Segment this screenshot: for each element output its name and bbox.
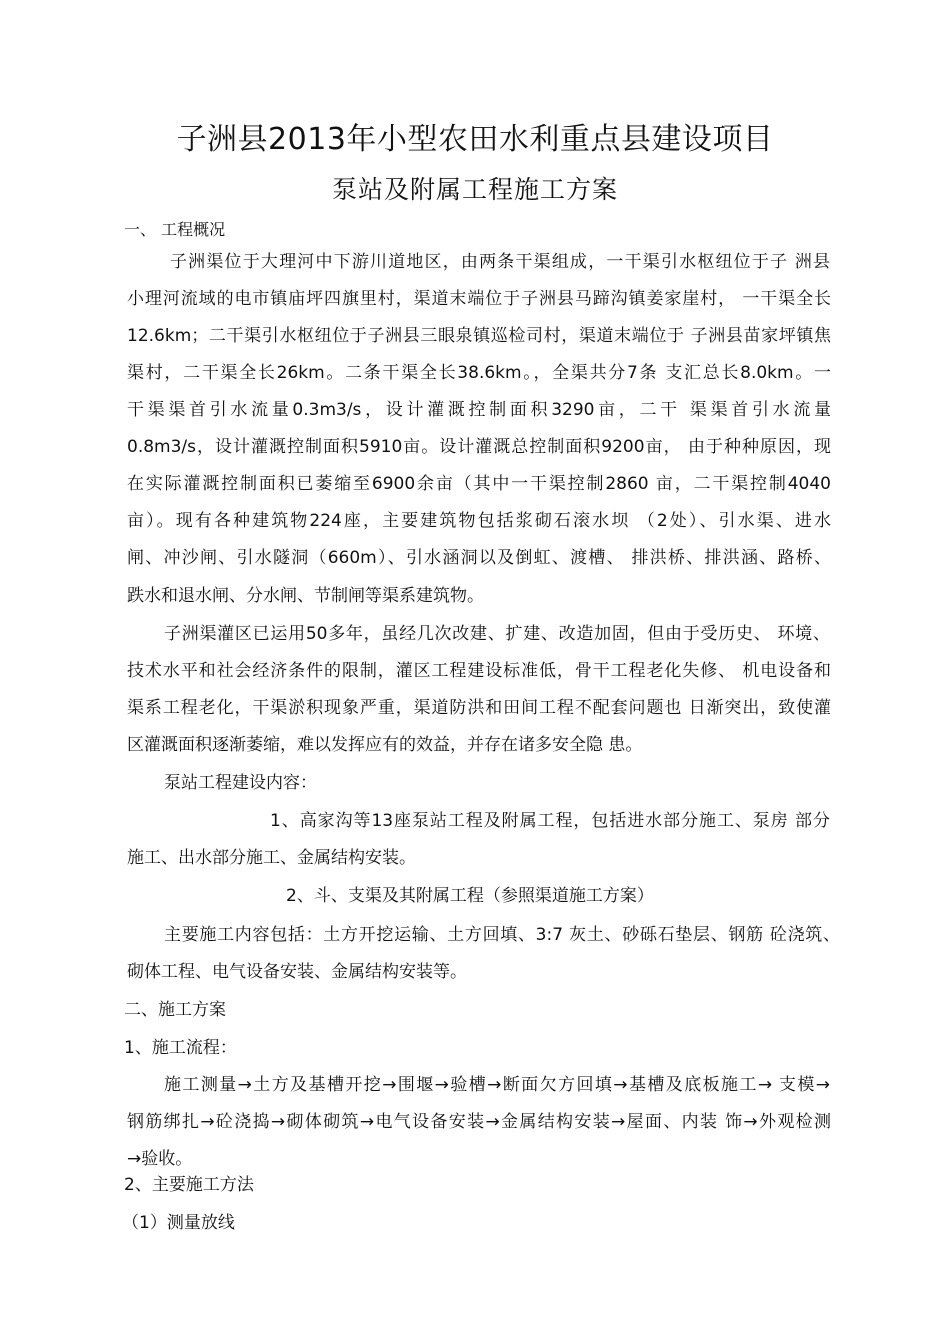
paragraph-line: 小理河流域的电市镇庙坪四旗里村，渠道末端位于子洲县马蹄沟镇姜家崖村， 一干渠全长 [127,289,831,309]
paragraph-line: 主要施工内容包括：土方开挖运输、土方回填、3:7 灰土、砂砾石垫层、钢筋 砼浇筑、 [164,925,840,945]
paragraph-line: →验收。 [127,1149,193,1169]
paragraph-line: 泵站工程建设内容： [164,773,317,793]
list-item: 施工、出水部分施工、金属结构安装。 [127,848,416,868]
paragraph-line: 渠村，二干渠全长26km。二条干渠全长38.6km。，全渠共分7条 支汇总长8.0km。一 [127,363,831,383]
document-title: 子洲县2013年小型农田水利重点县建设项目 [176,122,774,157]
paragraph-line: 在实际灌溉控制面积已萎缩至6900余亩（其中一干渠控制2860 亩，二干渠控制4040 [127,474,831,494]
paragraph-line: 区灌溉面积逐渐萎缩，难以发挥应有的效益，并存在诸多安全隐 患。 [127,735,643,755]
paragraph-line: 施工测量→土方及基槽开挖→围堰→验槽→断面欠方回填→基槽及底板施工→ 支模→ [164,1075,830,1095]
section-heading-1: 一、 工程概况 [124,220,226,239]
paragraph-line: 0.8m3/s，设计灌溉控制面积5910亩。设计灌溉总控制面积9200亩， 由于种种原因，现 [127,437,831,457]
subsection-heading: 2、主要施工方法 [124,1175,254,1195]
paragraph-line: 干渠渠首引水流量0.3m3/s，设计灌溉控制面积3290亩，二干 渠渠首引水流量 [127,400,831,420]
paragraph-line: 子洲渠灌区已运用50多年，虽经几次改建、扩建、改造加固，但由于受历史、 环境、 [164,624,830,644]
subsection-heading: 1、施工流程： [124,1038,237,1058]
paragraph-line: 钢筋绑扎→砼浇捣→砌体砌筑→电气设备安装→金属结构安装→屋面、内装 饰→外观检测 [127,1112,831,1132]
paragraph-line: 技术水平和社会经济条件的限制，灌区工程建设标准低，骨干工程老化失修、 机电设备和 [127,661,831,681]
list-item: 1、高家沟等13座泵站工程及附属工程，包括进水部分施工、泵房 部分 [270,811,830,831]
section-heading-2: 二、施工方案 [124,1000,226,1020]
paragraph-line: 12.6km；二干渠引水枢纽位于子洲县三眼泉镇巡检司村，渠道末端位于 子洲县苗家坪镇焦 [127,326,831,346]
document-subtitle: 泵站及附属工程施工方案 [331,175,618,204]
paragraph-line: 渠系工程老化，干渠淤积现象严重，渠道防洪和田间工程不配套问题也 日渐突出，致使灌 [127,698,831,718]
subsection-heading: （1）测量放线 [122,1213,235,1233]
paragraph-line: 子洲渠位于大理河中下游川道地区，由两条干渠组成，一干渠引水枢纽位于子 洲县 [170,252,830,272]
paragraph-line: 亩）。现有各种建筑物224座，主要建筑物包括浆砌石滚水坝 （2处）、引水渠、进水 [127,511,831,531]
paragraph-line: 砌体工程、电气设备安装、金属结构安装等。 [127,962,467,982]
list-item: 2、斗、支渠及其附属工程（参照渠道施工方案） [286,886,654,906]
paragraph-line: 跌水和退水闸、分水闸、节制闸等渠系建筑物。 [127,586,484,606]
paragraph-line: 闸、冲沙闸、引水隧洞（660m）、引水涵洞以及倒虹、渡槽、 排洪桥、排洪涵、路桥、 [127,548,831,568]
